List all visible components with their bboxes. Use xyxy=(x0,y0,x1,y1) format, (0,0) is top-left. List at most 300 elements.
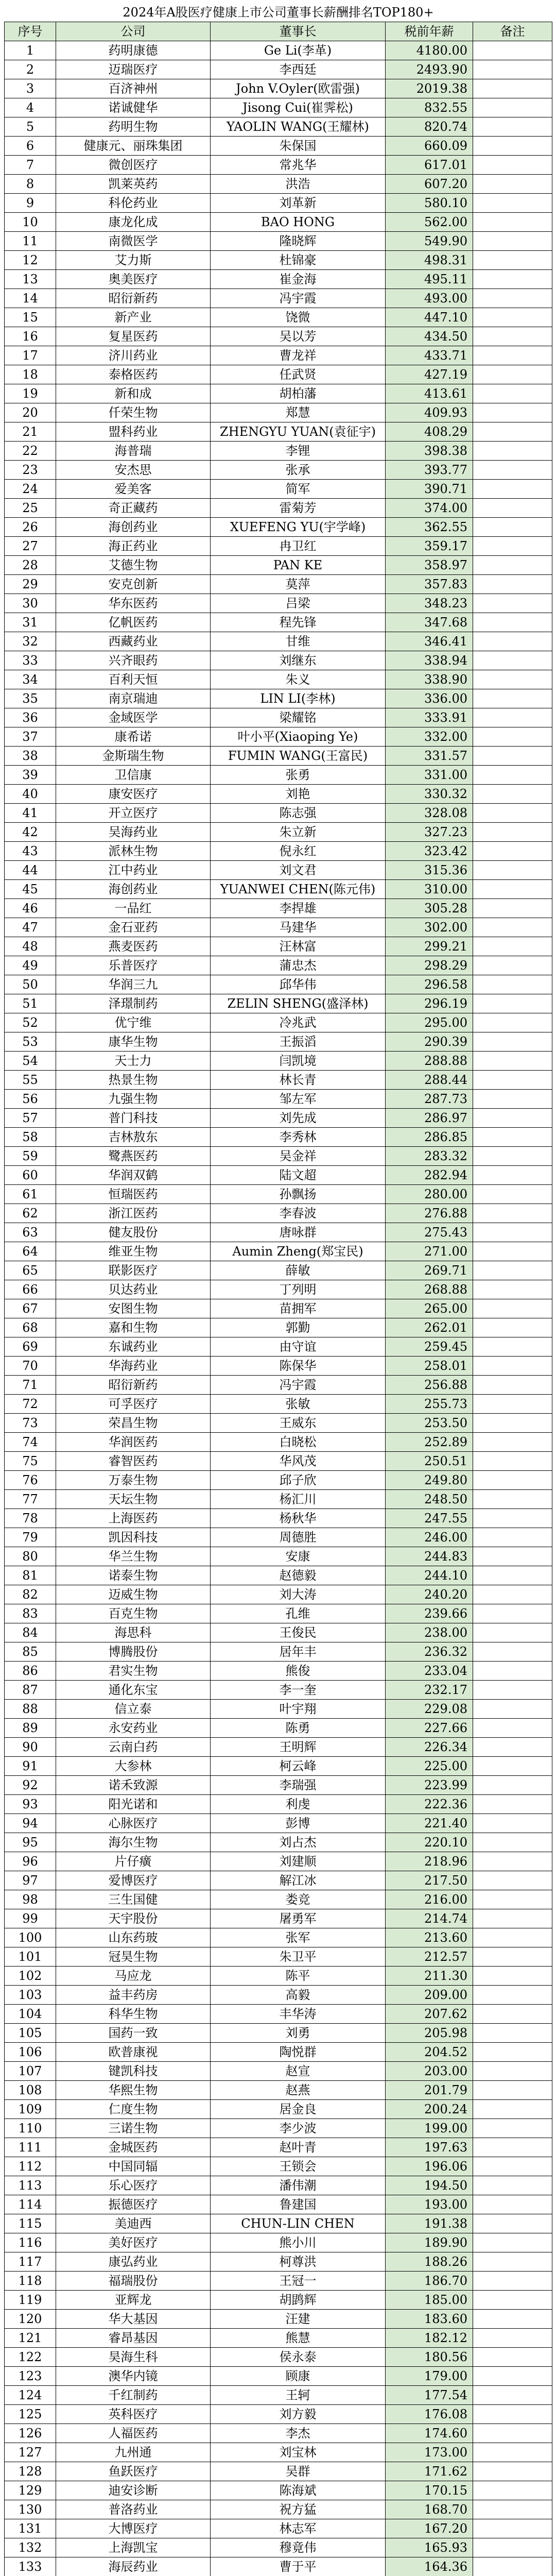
table-row xyxy=(5,956,552,975)
cell-chairman: 陈海斌 xyxy=(211,2481,386,2500)
cell-salary: 216.00 xyxy=(386,1890,473,1909)
table-row xyxy=(5,1776,552,1795)
header-chairman: 董事长 xyxy=(211,22,386,41)
cell-chairman: 张承 xyxy=(211,461,386,480)
cell-chairman: 李西廷 xyxy=(211,60,386,79)
cell-chairman: 甘维 xyxy=(211,632,386,651)
table-row xyxy=(5,2519,552,2538)
cell-rank: 129 xyxy=(5,2481,56,2500)
table-row xyxy=(5,1852,552,1871)
table-row xyxy=(5,1947,552,1967)
cell-company: 百利天恒 xyxy=(56,670,211,689)
cell-salary: 271.00 xyxy=(386,1242,473,1261)
cell-company: 大参林 xyxy=(56,1757,211,1776)
cell-chairman: 林长青 xyxy=(211,1071,386,1090)
cell-note xyxy=(473,194,552,213)
cell-note xyxy=(473,2348,552,2367)
table-row xyxy=(5,137,552,156)
cell-chairman: 彭博 xyxy=(211,1814,386,1833)
cell-company: 昭衍新药 xyxy=(56,289,211,308)
cell-company: 康安医疗 xyxy=(56,785,211,804)
cell-company: 英科医疗 xyxy=(56,2405,211,2424)
table-row xyxy=(5,422,552,442)
cell-chairman: 莫萍 xyxy=(211,575,386,594)
cell-note xyxy=(473,1947,552,1967)
cell-company: 欧普康视 xyxy=(56,2043,211,2062)
cell-salary: 495.11 xyxy=(386,270,473,289)
cell-salary: 248.50 xyxy=(386,1490,473,1509)
header-salary: 税前年薪 xyxy=(386,22,473,41)
cell-company: 华大基因 xyxy=(56,2310,211,2329)
cell-rank: 49 xyxy=(5,956,56,975)
cell-note xyxy=(473,556,552,575)
table-row xyxy=(5,403,552,422)
table-row xyxy=(5,689,552,708)
cell-salary: 170.15 xyxy=(386,2481,473,2500)
cell-rank: 55 xyxy=(5,1071,56,1090)
cell-rank: 115 xyxy=(5,2214,56,2233)
cell-chairman: 张敏 xyxy=(211,1395,386,1414)
cell-rank: 96 xyxy=(5,1852,56,1871)
table-row xyxy=(5,2043,552,2062)
cell-salary: 168.70 xyxy=(386,2500,473,2519)
cell-company: 江中药业 xyxy=(56,861,211,880)
cell-salary: 374.00 xyxy=(386,499,473,518)
cell-chairman: 李春波 xyxy=(211,1204,386,1223)
cell-note xyxy=(473,613,552,632)
cell-note xyxy=(473,1719,552,1738)
cell-company: 片仔癀 xyxy=(56,1852,211,1871)
cell-chairman: 李一奎 xyxy=(211,1681,386,1700)
cell-rank: 75 xyxy=(5,1452,56,1471)
cell-note xyxy=(473,918,552,937)
cell-salary: 203.00 xyxy=(386,2062,473,2081)
cell-chairman: 陈平 xyxy=(211,1967,386,1986)
cell-chairman: 赵叶青 xyxy=(211,2138,386,2157)
table-row xyxy=(5,1128,552,1147)
table-row xyxy=(5,1032,552,1052)
cell-company: 人福医药 xyxy=(56,2424,211,2443)
cell-salary: 256.88 xyxy=(386,1376,473,1395)
cell-rank: 131 xyxy=(5,2519,56,2538)
table-row xyxy=(5,1013,552,1032)
cell-salary: 185.00 xyxy=(386,2291,473,2310)
table-row xyxy=(5,41,552,60)
table-row xyxy=(5,556,552,575)
cell-company: 恒瑞医药 xyxy=(56,1185,211,1204)
cell-note xyxy=(473,1471,552,1490)
cell-salary: 357.83 xyxy=(386,575,473,594)
cell-company: 天宇股份 xyxy=(56,1909,211,1928)
cell-note xyxy=(473,251,552,270)
cell-note xyxy=(473,1337,552,1357)
cell-company: 昊海生科 xyxy=(56,2348,211,2367)
cell-rank: 105 xyxy=(5,2024,56,2043)
cell-salary: 348.23 xyxy=(386,594,473,613)
table-row xyxy=(5,2176,552,2195)
cell-rank: 86 xyxy=(5,1662,56,1681)
cell-note xyxy=(473,2272,552,2291)
cell-salary: 310.00 xyxy=(386,880,473,899)
cell-company: 开立医疗 xyxy=(56,804,211,823)
cell-salary: 295.00 xyxy=(386,1013,473,1032)
cell-salary: 275.43 xyxy=(386,1223,473,1242)
cell-note xyxy=(473,2291,552,2310)
table-row xyxy=(5,594,552,613)
header-company: 公司 xyxy=(56,22,211,41)
cell-chairman: 林志军 xyxy=(211,2519,386,2538)
cell-rank: 56 xyxy=(5,1090,56,1109)
cell-rank: 81 xyxy=(5,1566,56,1585)
cell-company: 艾德生物 xyxy=(56,556,211,575)
cell-salary: 413.61 xyxy=(386,384,473,403)
cell-note xyxy=(473,156,552,175)
cell-company: 金石亚药 xyxy=(56,918,211,937)
cell-note xyxy=(473,365,552,384)
table-row xyxy=(5,537,552,556)
cell-salary: 205.98 xyxy=(386,2024,473,2043)
cell-chairman: 朱立新 xyxy=(211,823,386,842)
cell-note xyxy=(473,1109,552,1128)
cell-note xyxy=(473,1604,552,1623)
cell-chairman: 冷兆武 xyxy=(211,1013,386,1032)
table-row xyxy=(5,2424,552,2443)
cell-salary: 268.88 xyxy=(386,1280,473,1299)
cell-rank: 22 xyxy=(5,442,56,461)
table-row xyxy=(5,1452,552,1471)
cell-note xyxy=(473,1814,552,1833)
cell-salary: 180.56 xyxy=(386,2348,473,2367)
table-row xyxy=(5,632,552,651)
cell-note xyxy=(473,1509,552,1528)
cell-salary: 299.21 xyxy=(386,937,473,956)
cell-chairman: 熊小川 xyxy=(211,2233,386,2252)
cell-salary: 2019.38 xyxy=(386,79,473,98)
table-row xyxy=(5,365,552,384)
cell-company: 心脉医疗 xyxy=(56,1814,211,1833)
table-row xyxy=(5,384,552,403)
cell-company: 普门科技 xyxy=(56,1109,211,1128)
cell-salary: 427.19 xyxy=(386,365,473,384)
table-row xyxy=(5,327,552,346)
table-body xyxy=(5,41,552,2576)
cell-salary: 217.50 xyxy=(386,1871,473,1890)
cell-note xyxy=(473,2310,552,2329)
cell-company: 通化东宝 xyxy=(56,1681,211,1700)
cell-rank: 77 xyxy=(5,1490,56,1509)
cell-note xyxy=(473,1890,552,1909)
table-row xyxy=(5,785,552,804)
table-row xyxy=(5,804,552,823)
cell-rank: 80 xyxy=(5,1547,56,1566)
cell-salary: 409.93 xyxy=(386,403,473,422)
cell-company: 益丰药房 xyxy=(56,1986,211,2005)
cell-company: 普洛药业 xyxy=(56,2500,211,2519)
table-row xyxy=(5,156,552,175)
cell-note xyxy=(473,956,552,975)
cell-chairman: 马建华 xyxy=(211,918,386,937)
table-row xyxy=(5,880,552,899)
cell-rank: 53 xyxy=(5,1032,56,1052)
cell-rank: 116 xyxy=(5,2233,56,2252)
table-row xyxy=(5,2138,552,2157)
cell-chairman: PAN KE xyxy=(211,556,386,575)
cell-chairman: 苗拥军 xyxy=(211,1299,386,1318)
cell-note xyxy=(473,1452,552,1471)
cell-company: 仟荣生物 xyxy=(56,403,211,422)
table-row xyxy=(5,1890,552,1909)
cell-salary: 288.44 xyxy=(386,1071,473,1090)
cell-rank: 37 xyxy=(5,727,56,747)
cell-chairman: 刘占杰 xyxy=(211,1833,386,1852)
cell-salary: 186.70 xyxy=(386,2272,473,2291)
cell-company: 海辰药业 xyxy=(56,2557,211,2576)
cell-salary: 249.80 xyxy=(386,1471,473,1490)
cell-salary: 200.24 xyxy=(386,2100,473,2119)
cell-salary: 346.41 xyxy=(386,632,473,651)
table-row xyxy=(5,270,552,289)
table-row xyxy=(5,1471,552,1490)
cell-chairman: 邹左军 xyxy=(211,1090,386,1109)
cell-salary: 250.51 xyxy=(386,1452,473,1471)
cell-rank: 114 xyxy=(5,2195,56,2214)
salary-table-wrap xyxy=(4,3,552,2576)
cell-rank: 119 xyxy=(5,2291,56,2310)
table-row xyxy=(5,2081,552,2100)
table-row xyxy=(5,1166,552,1185)
cell-salary: 296.58 xyxy=(386,975,473,994)
cell-rank: 25 xyxy=(5,499,56,518)
cell-chairman: 倪永红 xyxy=(211,842,386,861)
cell-company: 云南白药 xyxy=(56,1738,211,1757)
cell-chairman: 常兆华 xyxy=(211,156,386,175)
cell-salary: 549.90 xyxy=(386,232,473,251)
cell-salary: 255.73 xyxy=(386,1395,473,1414)
cell-note xyxy=(473,346,552,365)
cell-company: 金斯瑞生物 xyxy=(56,747,211,766)
cell-rank: 60 xyxy=(5,1166,56,1185)
cell-rank: 71 xyxy=(5,1376,56,1395)
cell-company: 美好医疗 xyxy=(56,2233,211,2252)
cell-note xyxy=(473,461,552,480)
cell-salary: 498.31 xyxy=(386,251,473,270)
cell-company: 百济神州 xyxy=(56,79,211,98)
cell-note xyxy=(473,2386,552,2405)
table-row xyxy=(5,1967,552,1986)
cell-chairman: 华风茂 xyxy=(211,1452,386,1471)
cell-salary: 222.36 xyxy=(386,1795,473,1814)
table-row xyxy=(5,1185,552,1204)
cell-rank: 50 xyxy=(5,975,56,994)
cell-company: 吉林敖东 xyxy=(56,1128,211,1147)
table-title: 2024年A股医疗健康上市公司董事长薪酬排名TOP180+ xyxy=(123,5,434,20)
cell-salary: 188.26 xyxy=(386,2252,473,2272)
table-row xyxy=(5,289,552,308)
cell-salary: 315.36 xyxy=(386,861,473,880)
cell-note xyxy=(473,2519,552,2538)
cell-company: 药明康德 xyxy=(56,41,211,60)
cell-salary: 333.91 xyxy=(386,708,473,727)
cell-salary: 220.10 xyxy=(386,1833,473,1852)
cell-chairman: 刘勇 xyxy=(211,2024,386,2043)
cell-chairman: 蒲忠杰 xyxy=(211,956,386,975)
cell-company: 华润医药 xyxy=(56,1433,211,1452)
cell-chairman: 胡鹍辉 xyxy=(211,2291,386,2310)
cell-rank: 103 xyxy=(5,1986,56,2005)
cell-chairman: 李少波 xyxy=(211,2119,386,2138)
cell-rank: 47 xyxy=(5,918,56,937)
table-row xyxy=(5,899,552,918)
cell-rank: 127 xyxy=(5,2443,56,2462)
cell-company: 天坛生物 xyxy=(56,1490,211,1509)
cell-note xyxy=(473,1795,552,1814)
cell-chairman: 穆竟伟 xyxy=(211,2538,386,2557)
cell-rank: 67 xyxy=(5,1299,56,1318)
cell-note xyxy=(473,1013,552,1032)
table-row xyxy=(5,1623,552,1642)
cell-salary: 288.88 xyxy=(386,1052,473,1071)
cell-note xyxy=(473,1299,552,1318)
cell-rank: 68 xyxy=(5,1318,56,1337)
cell-chairman: 邱子欣 xyxy=(211,1471,386,1490)
cell-rank: 82 xyxy=(5,1585,56,1604)
cell-rank: 17 xyxy=(5,346,56,365)
cell-note xyxy=(473,2538,552,2557)
cell-company: 南京瑞迪 xyxy=(56,689,211,708)
cell-company: 卫信康 xyxy=(56,766,211,785)
cell-company: 睿昂基因 xyxy=(56,2329,211,2348)
cell-chairman: ZELIN SHENG(盛泽林) xyxy=(211,994,386,1013)
cell-chairman: 侯永泰 xyxy=(211,2348,386,2367)
table-row xyxy=(5,2195,552,2214)
cell-company: 优宁维 xyxy=(56,1013,211,1032)
cell-salary: 247.55 xyxy=(386,1509,473,1528)
cell-salary: 358.97 xyxy=(386,556,473,575)
cell-rank: 54 xyxy=(5,1052,56,1071)
table-row xyxy=(5,2405,552,2424)
cell-chairman: 居金良 xyxy=(211,2100,386,2119)
cell-company: 九强生物 xyxy=(56,1090,211,1109)
cell-chairman: FUMIN WANG(王富民) xyxy=(211,747,386,766)
table-row xyxy=(5,213,552,232)
cell-company: 浙江医药 xyxy=(56,1204,211,1223)
cell-salary: 174.60 xyxy=(386,2424,473,2443)
cell-company: 仁度生物 xyxy=(56,2100,211,2119)
cell-salary: 197.63 xyxy=(386,2138,473,2157)
cell-company: 微创医疗 xyxy=(56,156,211,175)
table-row xyxy=(5,1433,552,1452)
table-row xyxy=(5,518,552,537)
cell-rank: 21 xyxy=(5,422,56,442)
cell-chairman: 张军 xyxy=(211,1928,386,1947)
cell-rank: 108 xyxy=(5,2081,56,2100)
cell-salary: 211.30 xyxy=(386,1967,473,1986)
cell-note xyxy=(473,1833,552,1852)
cell-salary: 196.06 xyxy=(386,2157,473,2176)
cell-company: 艾力斯 xyxy=(56,251,211,270)
cell-chairman: XUEFENG YU(宇学峰) xyxy=(211,518,386,537)
cell-rank: 128 xyxy=(5,2462,56,2481)
cell-company: 迈瑞医疗 xyxy=(56,60,211,79)
table-row xyxy=(5,480,552,499)
table-row xyxy=(5,1147,552,1166)
cell-chairman: BAO HONG xyxy=(211,213,386,232)
cell-salary: 238.00 xyxy=(386,1623,473,1642)
cell-salary: 328.08 xyxy=(386,804,473,823)
cell-company: 盟科药业 xyxy=(56,422,211,442)
cell-rank: 109 xyxy=(5,2100,56,2119)
cell-company: 美迪西 xyxy=(56,2214,211,2233)
cell-note xyxy=(473,1490,552,1509)
cell-rank: 8 xyxy=(5,175,56,194)
cell-rank: 23 xyxy=(5,461,56,480)
cell-chairman: 简军 xyxy=(211,480,386,499)
cell-chairman: 娄竞 xyxy=(211,1890,386,1909)
cell-note xyxy=(473,232,552,251)
cell-note xyxy=(473,785,552,804)
cell-salary: 331.00 xyxy=(386,766,473,785)
cell-note xyxy=(473,804,552,823)
cell-company: 济川药业 xyxy=(56,346,211,365)
cell-rank: 84 xyxy=(5,1623,56,1642)
cell-rank: 14 xyxy=(5,289,56,308)
cell-rank: 27 xyxy=(5,537,56,556)
cell-company: 康希诺 xyxy=(56,727,211,747)
cell-rank: 40 xyxy=(5,785,56,804)
cell-note xyxy=(473,384,552,403)
cell-chairman: 丁列明 xyxy=(211,1280,386,1299)
cell-chairman: 吕梁 xyxy=(211,594,386,613)
table-row xyxy=(5,194,552,213)
cell-rank: 107 xyxy=(5,2062,56,2081)
cell-note xyxy=(473,594,552,613)
cell-company: 博腾股份 xyxy=(56,1642,211,1662)
table-row xyxy=(5,1814,552,1833)
cell-rank: 2 xyxy=(5,60,56,79)
cell-chairman: 丰华涛 xyxy=(211,2005,386,2024)
cell-chairman: 陶悦群 xyxy=(211,2043,386,2062)
table-row xyxy=(5,2557,552,2576)
cell-company: 澳华内镜 xyxy=(56,2367,211,2386)
cell-rank: 106 xyxy=(5,2043,56,2062)
cell-company: 吴海药业 xyxy=(56,823,211,842)
cell-chairman: 唐咏群 xyxy=(211,1223,386,1242)
cell-salary: 434.50 xyxy=(386,327,473,346)
cell-chairman: 闫凯境 xyxy=(211,1052,386,1071)
table-row xyxy=(5,2291,552,2310)
cell-note xyxy=(473,41,552,60)
cell-company: 奥美医疗 xyxy=(56,270,211,289)
cell-note xyxy=(473,1909,552,1928)
cell-note xyxy=(473,1376,552,1395)
cell-chairman: 张勇 xyxy=(211,766,386,785)
cell-salary: 229.08 xyxy=(386,1700,473,1719)
cell-salary: 194.50 xyxy=(386,2176,473,2195)
cell-salary: 213.60 xyxy=(386,1928,473,1947)
cell-note xyxy=(473,2005,552,2024)
cell-rank: 92 xyxy=(5,1776,56,1795)
cell-rank: 65 xyxy=(5,1261,56,1280)
table-row xyxy=(5,346,552,365)
table-row xyxy=(5,2024,552,2043)
table-row xyxy=(5,2119,552,2138)
cell-note xyxy=(473,2252,552,2272)
table-row xyxy=(5,1242,552,1261)
cell-note xyxy=(473,708,552,727)
cell-note xyxy=(473,747,552,766)
cell-chairman: 赵燕 xyxy=(211,2081,386,2100)
cell-salary: 244.10 xyxy=(386,1566,473,1585)
